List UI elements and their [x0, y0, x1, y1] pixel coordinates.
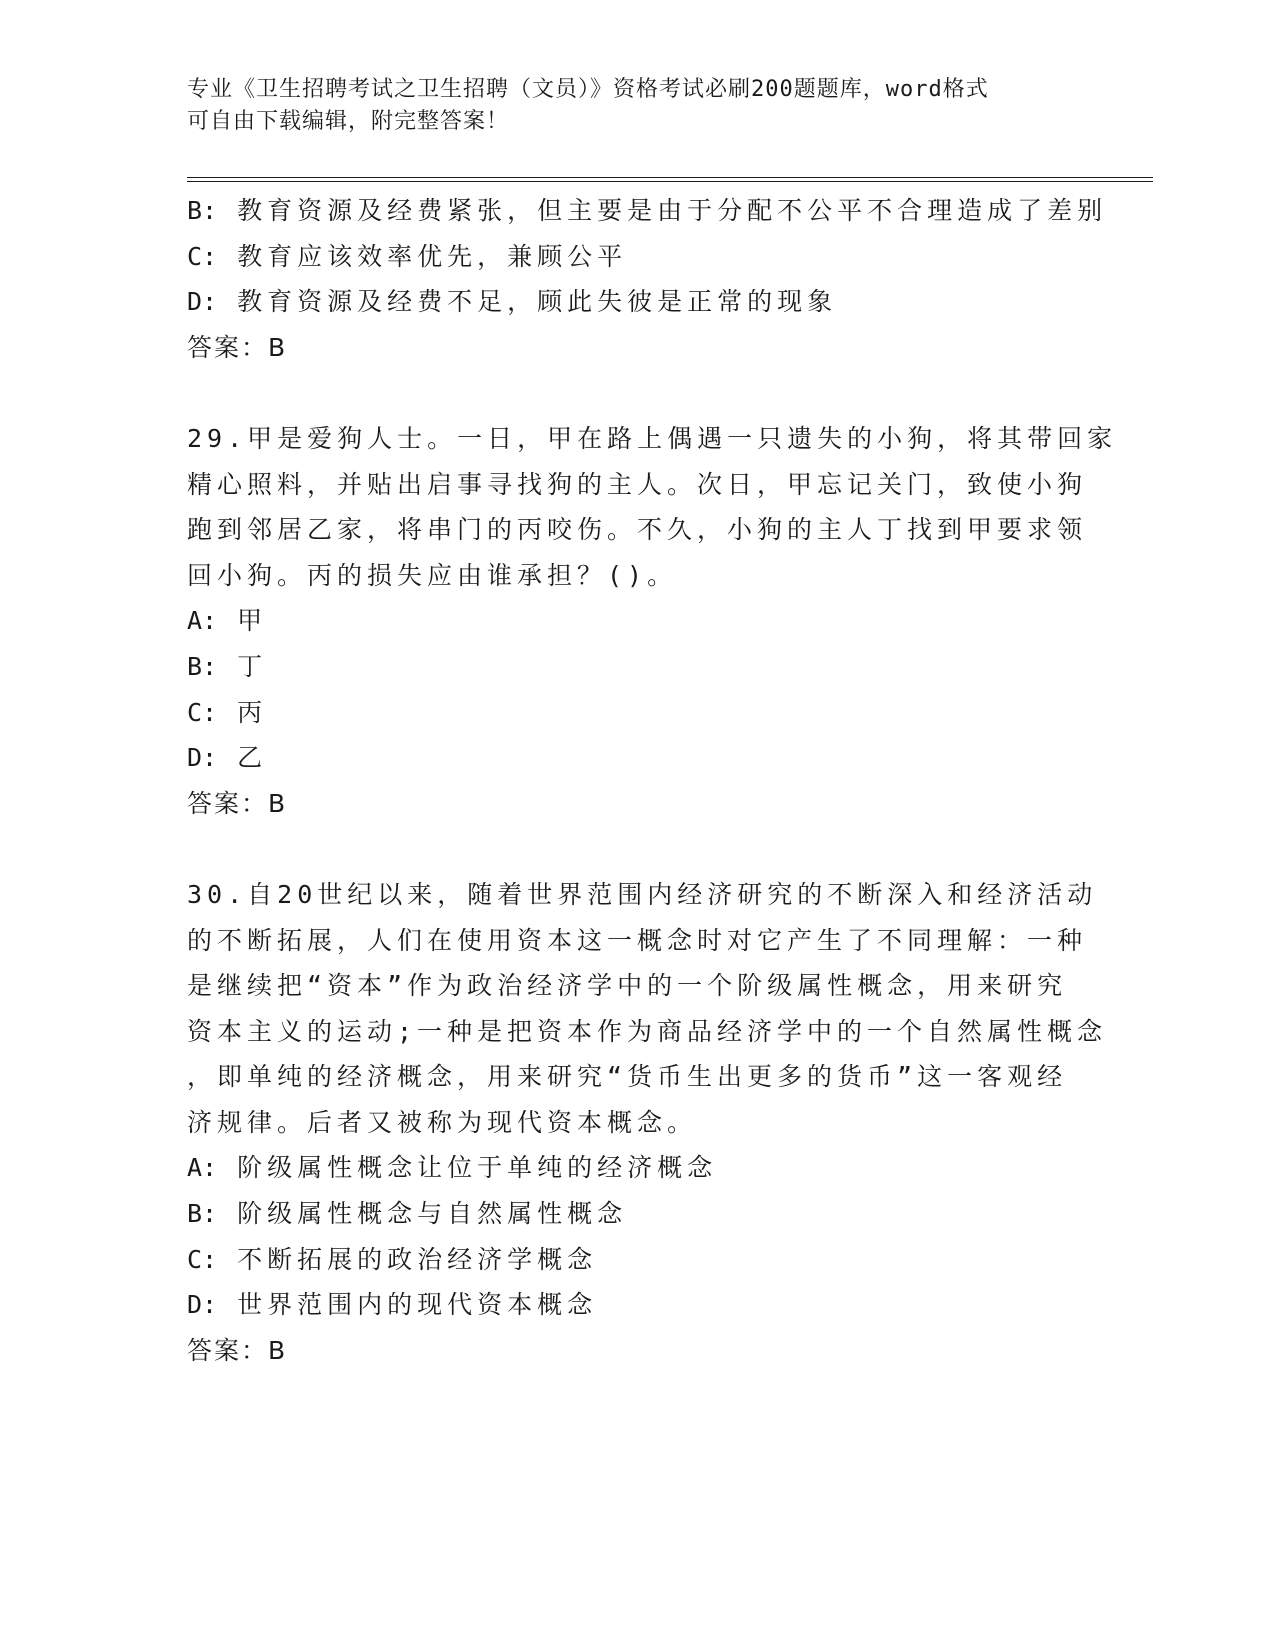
- header-title-line-1: 专业《卫生招聘考试之卫生招聘（文员）》资格考试必刷200题题库，word格式: [187, 77, 989, 102]
- option-letter: D:: [187, 743, 218, 773]
- option-letter: A:: [187, 1153, 218, 1183]
- option-letter: A:: [187, 606, 218, 636]
- q30-stem-line: 济规律。后者又被称为现代资本概念。: [187, 1107, 698, 1137]
- q28-answer: 答案：B: [187, 332, 288, 362]
- spacer: [187, 370, 1087, 416]
- option-letter: B:: [187, 651, 218, 681]
- option-letter: D:: [187, 287, 218, 317]
- q29-option-d: [187, 735, 1087, 781]
- option-text: 阶级属性概念让位于单纯的经济概念: [237, 1153, 718, 1183]
- q30-stem-line: 是继续把“资本”作为政治经济学中的一个阶级属性概念，用来研究: [187, 971, 1068, 1001]
- q30-option-b: [187, 1191, 1087, 1237]
- q29-option-c: [187, 690, 1087, 736]
- option-text: 丙: [237, 697, 268, 727]
- q28-option-d: [187, 279, 1087, 325]
- q29-stem-line: 跑到邻居乙家，将串门的丙咬伤。不久，小狗的主人丁找到甲要求领: [187, 515, 1088, 545]
- q30-option-c: [187, 1237, 1087, 1283]
- question-29: [187, 416, 1118, 826]
- option-letter: C:: [187, 697, 218, 727]
- option-text: 阶级属性概念与自然属性概念: [237, 1199, 628, 1229]
- q28-option-c: [187, 234, 1087, 280]
- question-content: [187, 188, 1118, 1373]
- option-text: 教育应该效率优先，兼顾公平: [237, 241, 628, 271]
- q29-stem-line: 29.甲是爱狗人士。一日，甲在路上偶遇一只遗失的小狗，将其带回家: [187, 423, 1118, 453]
- q30-stem-line: 资本主义的运动;一种是把资本作为商品经济学中的一个自然属性概念: [187, 1016, 1108, 1046]
- q30-stem-line: 30.自20世纪以来，随着世界范围内经济研究的不断深入和经济活动: [187, 879, 1098, 909]
- header-title-line-2: 可自由下载编辑，附完整答案！: [187, 109, 510, 134]
- document-header: [187, 74, 1067, 138]
- q29-option-a: [187, 598, 1087, 644]
- option-text: 教育资源及经费紧张，但主要是由于分配不公平不合理造成了差别: [237, 196, 1108, 225]
- q30-answer: 答案：B: [187, 1335, 288, 1365]
- header-divider-top: [187, 177, 1153, 178]
- q30-stem-line: 的不断拓展，人们在使用资本这一概念时对它产生了不同理解：一种: [187, 925, 1088, 955]
- q29-option-b: [187, 644, 1087, 690]
- option-text: 乙: [237, 743, 268, 773]
- option-text: 不断拓展的政治经济学概念: [237, 1244, 598, 1274]
- header-divider-bottom: [187, 181, 1153, 182]
- option-letter: B:: [187, 196, 218, 225]
- option-letter: C:: [187, 241, 218, 271]
- option-letter: B:: [187, 1199, 218, 1229]
- option-letter: D:: [187, 1290, 218, 1320]
- option-letter: C:: [187, 1244, 218, 1274]
- q30-option-d: [187, 1282, 1087, 1328]
- question-28-tail: [187, 188, 1108, 370]
- option-text: 世界范围内的现代资本概念: [237, 1290, 598, 1320]
- q30-option-a: [187, 1145, 1087, 1191]
- spacer: [187, 826, 1087, 872]
- q29-stem-line: 精心照料，并贴出启事寻找狗的主人。次日，甲忘记关门，致使小狗: [187, 469, 1088, 499]
- q29-stem-line: 回小狗。丙的损失应由谁承担？()。: [187, 560, 678, 590]
- question-30: [187, 872, 1108, 1374]
- option-text: 教育资源及经费不足，顾此失彼是正常的现象: [237, 287, 838, 317]
- option-text: 丁: [237, 651, 268, 681]
- q29-answer: 答案：B: [187, 788, 288, 818]
- q28-option-b: [187, 188, 1108, 234]
- q30-stem-line: ，即单纯的经济概念，用来研究“货币生出更多的货币”这一客观经: [187, 1062, 1068, 1092]
- option-text: 甲: [237, 606, 268, 636]
